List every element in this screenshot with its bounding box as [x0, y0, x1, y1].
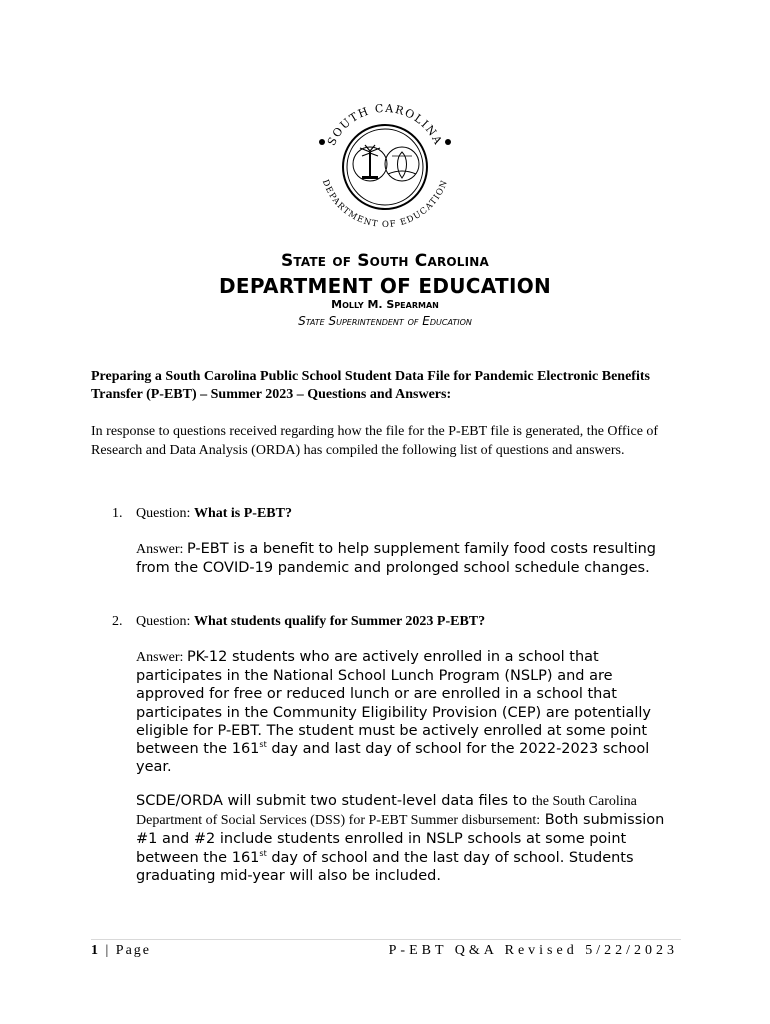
- seal-icon: [310, 92, 460, 242]
- answer-paragraph: [136, 540, 681, 577]
- answer-label: Answer:: [136, 542, 187, 557]
- answer-paragraph: [136, 648, 681, 776]
- department-seal: [310, 92, 460, 242]
- seal-top-text: SOUTH CAROLINA: [324, 101, 446, 148]
- ordinal-suffix: st: [259, 740, 267, 750]
- page-label: | Page: [100, 943, 152, 958]
- seal-bottom-text: DEPARTMENT OF EDUCATION: [319, 178, 451, 231]
- question-number: 1.: [112, 506, 123, 521]
- question-line: [136, 614, 485, 630]
- department-heading: DEPARTMENT OF EDUCATION: [218, 274, 552, 298]
- answer-paragraph-2: [136, 792, 681, 885]
- footer-document-label: P-EBT Q&A Revised 5/22/2023: [388, 943, 678, 958]
- question-label: Question:: [136, 614, 194, 629]
- paragraph-text-end: day of school and the last day of school. Students graduating mid-year will also be included.: [136, 849, 634, 884]
- question-label: Question:: [136, 506, 194, 521]
- answer-text-continued: day and last day of school for the 2022-2023 school year.: [136, 741, 650, 776]
- superintendent-title: State Superintendent of Education: [298, 314, 472, 328]
- answer-label: Answer:: [136, 650, 187, 665]
- answer-text: P-EBT is a benefit to help supplement family food costs resulting from the COVID-19 pandemic and prolonged school schedule changes.: [136, 541, 656, 577]
- question-text: What is P-EBT?: [193, 506, 292, 521]
- superintendent-name: Molly M. Spearman: [331, 298, 439, 311]
- question-text: What students qualify for Summer 2023 P-EBT?: [193, 614, 486, 629]
- answer-text: PK-12 students who are actively enrolled in a school that participates in the National School Lunch Program (NSLP) and are approved for free or reduced lunch or are enrolled in a school that participates in the Community Eligibility Provision (CEP) are potentially eligible for P-EBT. The student must be actively enrolled at some point between the 161: [136, 649, 651, 758]
- paragraph-text-continued: Both submission #1 and #2 include students enrolled in NSLP schools at some point between the 161: [136, 812, 665, 866]
- paragraph-text: SCDE/ORDA will submit two student-level data files to: [136, 793, 532, 809]
- footer-divider: [91, 939, 681, 940]
- paragraph-text-serif: the South Carolina Department of Social Services (DSS) for P-EBT Summer disbursement:: [136, 794, 637, 829]
- ordinal-suffix: st: [259, 848, 267, 858]
- intro-paragraph: In response to questions received regarding how the file for the P-EBT file is generated, the Office of Research and Data Analysis (ORDA) has compiled the following list of questions and answers.: [91, 424, 659, 458]
- question-number: 2.: [112, 614, 123, 629]
- question-line: [136, 506, 292, 522]
- footer-page: [91, 943, 151, 959]
- document-title: Preparing a South Carolina Public School Student Data File for Pandemic Electronic Benefits Transfer (P-EBT) – Summer 2023 – Questions and Answers:: [91, 369, 650, 402]
- state-heading: State of South Carolina: [280, 251, 490, 271]
- page-number: 1: [91, 943, 100, 958]
